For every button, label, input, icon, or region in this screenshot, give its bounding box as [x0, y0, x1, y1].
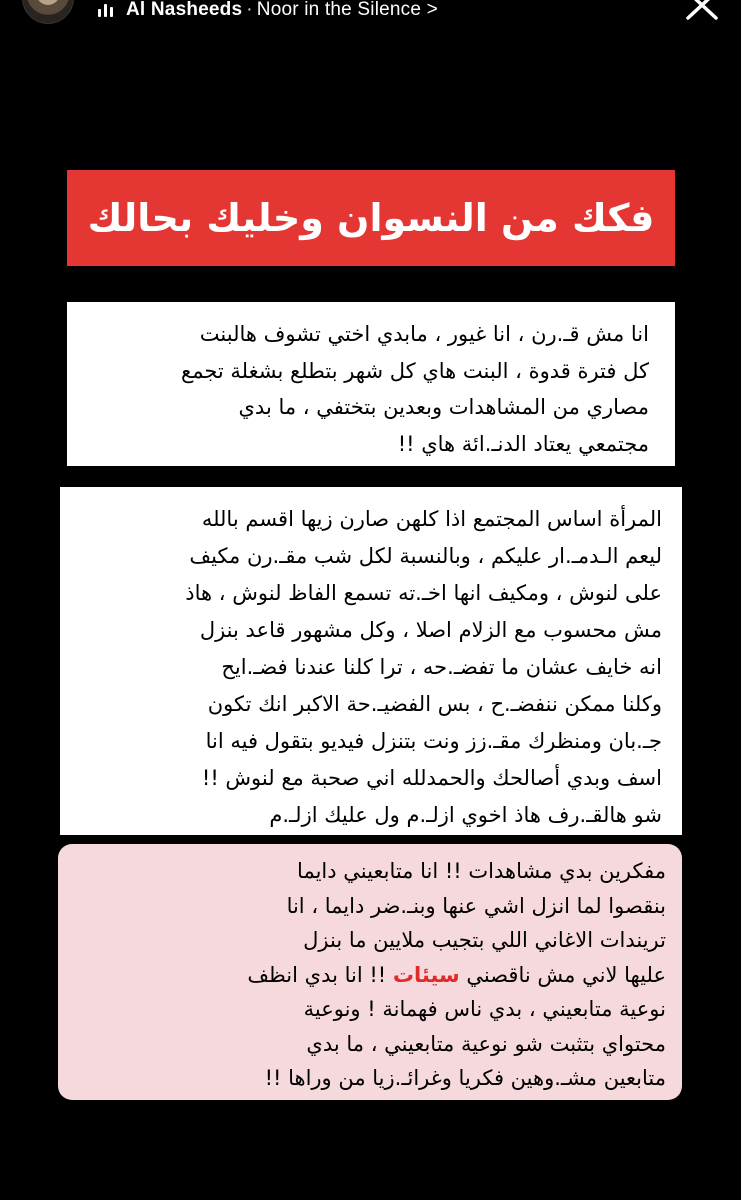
text-line: انا مش قـ.رن ، انا غيور ، مابدي اختي تشوف هالبنت — [199, 322, 649, 346]
headline-banner — [67, 170, 675, 266]
text-line: تريندات الاغاني اللي بتجيب ملايين ما بنزل — [303, 928, 666, 952]
text-line-highlight — [72, 958, 666, 993]
close-icon[interactable] — [680, 0, 724, 22]
highlight-word: سيئات — [392, 962, 460, 987]
text-line: شو هالقـ.رف هاذ اخوي ازلـ.م ول عليك ازلـ.م — [269, 803, 662, 827]
text-line: المرأة اساس المجتمع اذا كلهن صارن زيها اقسم بالله — [201, 507, 662, 531]
text-line: نوعية متابعيني ، بدي ناس فهمانة ! ونوعية — [303, 997, 666, 1021]
text-line: كل فترة قدوة ، البنت هاي كل شهر بتطلع بشغلة تجمع — [181, 358, 649, 383]
text-line: متابعين مشـ.وهين فكريا وغرائـ.زيا من وراها !! — [264, 1066, 666, 1090]
text-card-3 — [58, 844, 682, 1100]
text-line: مصاري من المشاهدات وبعدين بتختفي ، ما بدي — [238, 395, 649, 419]
text-line: وكلنا ممكن ننفضـ.ح ، بس الفضيـ.حة الاكبر انك تكون — [207, 692, 662, 716]
headline-text: فكك من النسوان وخليك بحالك — [87, 196, 655, 240]
text-line: محتواي بتثبت شو نوعية متابعيني ، ما بدي — [306, 1031, 666, 1056]
music-bars-icon — [98, 3, 116, 17]
text-line: مفكرين بدي مشاهدات !! انا متابعيني دايما — [297, 859, 666, 883]
artist-name[interactable]: Al Nasheeds — [126, 0, 243, 20]
avatar[interactable] — [22, 0, 74, 24]
track-name[interactable]: Noor in the Silence > — [256, 0, 438, 20]
text-line: مجتمعي يعتاد الدنـ.ائة هاي !! — [397, 431, 649, 456]
text-line: ليعم الـدمـ.ار عليكم ، وبالنسبة لكل شب مقـ.رن مكيف — [189, 544, 662, 568]
text-segment: مش ناقصني — [459, 962, 576, 987]
text-card-1 — [67, 302, 675, 466]
text-line: جـ.بان ومنظرك مقـ.زز ونت بتنزل فيديو بتقول فيه انا — [205, 729, 662, 753]
text-line: على لنوش ، ومكيف انها اخـ.ته تسمع الفاظ لنوش ، هاذ — [185, 581, 662, 605]
text-segment: !! انا بدي انظف — [247, 962, 393, 987]
text-line: بنقصوا لما انزل اشي عنها وبنـ.ضر دايما ، انا — [286, 893, 666, 918]
text-segment: عليها لاني — [582, 962, 666, 987]
text-line: مش محسوب مع الزلام اصلا ، وكل مشهور قاعد بنزل — [199, 618, 662, 642]
story-top-bar — [0, 0, 741, 24]
text-card-2 — [60, 487, 682, 835]
text-line: اسف وبدي أصالحك والحمدلله اني صحبة مع لنوش !! — [201, 766, 662, 790]
separator: · — [246, 0, 253, 20]
music-attribution[interactable] — [126, 0, 438, 21]
text-line: انه خايف عشان ما تفضـ.حه ، ترا كلنا عندنا فضـ.ايح — [221, 655, 662, 679]
